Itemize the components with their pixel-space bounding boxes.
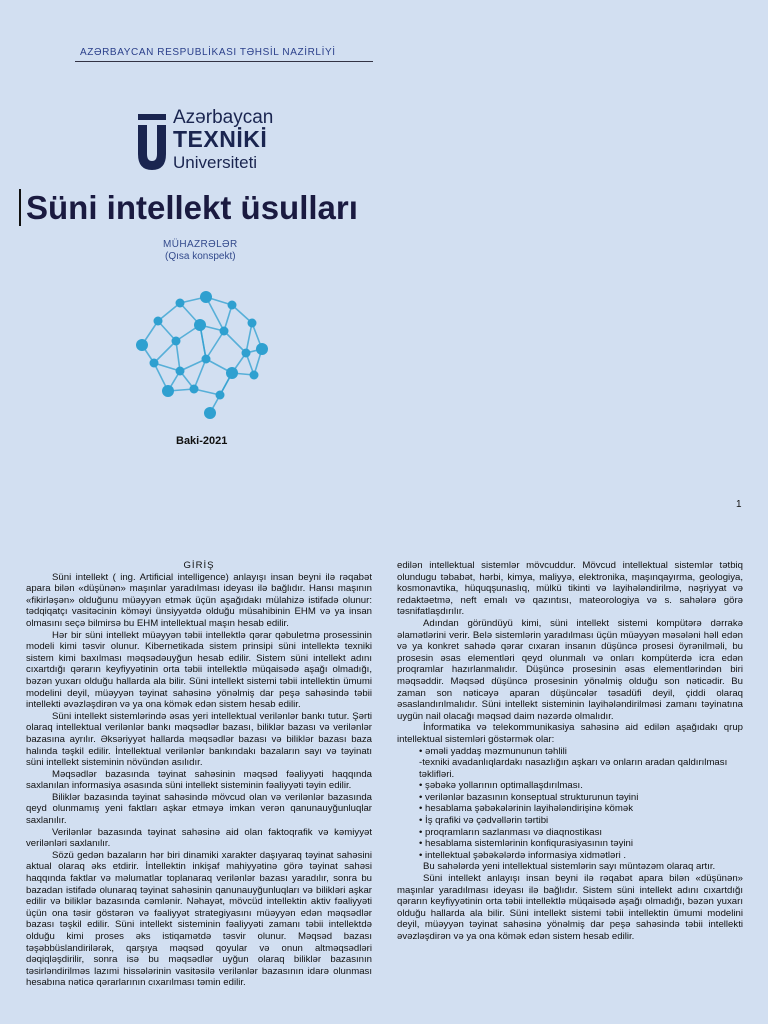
list-item: • verilənlər bazasının konseptual strukturunun təyini [419, 791, 639, 803]
u-shield-logo-icon [138, 114, 166, 172]
header-divider [75, 61, 373, 62]
right-text-column [397, 560, 743, 1024]
paragraph: Məqsədlər bazasında təyinat sahəsinin məqsəd fəaliyyəti haqqında saxlanılan informasiya əsasında süni intellekt sisteminin fəaliyyəti təyin edilir. [26, 768, 372, 792]
text-cursor [19, 189, 21, 226]
list-item: • hesablama sistemlərinin konfiqurasiyasının təyini [419, 838, 633, 850]
list-item: • proqramların sazlanması və diaqnostikası [419, 826, 603, 838]
network-node [228, 301, 237, 310]
network-link [154, 341, 176, 363]
paragraph: Süni intellekt ( ing. Artificial intelligence) anlayışı insan beyni ilə rəqabət apara bilən «düşünən» maşınlar yaradılması ideyası ilə bağlıdır. Hansı maşının «fikirləşən» olduğunu müəyyən etmək üçün aşağıdakı mülahizə istifadə olunur: tədqiqatçı vasitəcinin köməyi ünsiyyətdə olduğu müsahibinin EHM və ya insan olmasını seçə bilmirsə bu EHM intellektual maşın hesab edilir. [26, 571, 372, 629]
network-node [242, 349, 251, 358]
document-title: Süni intellekt üsulları [26, 189, 358, 226]
logo-line-3: Universiteti [173, 153, 258, 172]
network-node [226, 367, 238, 379]
network-node [172, 337, 181, 346]
network-node [200, 291, 212, 303]
network-node [162, 385, 174, 397]
logo-line-1: Azərbaycan [173, 107, 274, 128]
paragraph: Biliklər bazasında təyinat sahəsində mövcud olan və verilənlər bazasında qeyd olunmamış yeni faktları aşkar etməyə imkan verən qanunauyğunluqlar saxlanılır. [26, 791, 372, 827]
list-item: • şəbəkə yollarının optimallaşdırılması. [419, 780, 583, 792]
network-node [202, 355, 211, 364]
paragraph: Verilənlər bazasında təyinat sahəsinə aid olan faktoqrafik və kəmiyyət verilənləri saxlanılır. [26, 826, 372, 850]
paragraph: Süni intellekt sistemlərində əsas yeri intellektual verilənlər bankı tutur. Şərti olaraq intellektual verilənlər bankı məqsədlər bazası, biliklər bazası və verilənlər bazasına ayrılır. Əksəriyyət hallarda məqsədlər bazası və biliklər bazası baza halında təşkil edilir. İntellektual verilənlər bankındakı bazaların sayı və təyinatı süni intellekt sisteminin növündən asılıdır. [26, 710, 372, 769]
list-item: • hesablama şəbəkələrinin layihələndirişinə kömək [419, 803, 634, 815]
network-node [194, 319, 206, 331]
network-node [256, 343, 268, 355]
paragraph: Sözü gedən bazaların hər biri dinamiki xarakter daşıyaraq təyinat sahəsini aktual olaraq əks etdirir. İntellektin inkişaf mahiyyətinə görə təyinat sahəsi haqqında faktlar və məlumatlar toplanaraq verilənlər bazası yaradılır, sonra bu bazadan istifadə olunaraq təyinat sahəsinin qanunauyğunluqları və bilikləri aşkar edilir və biliklər bazasında cəmlənir. Nəhayət, mövcüd intellektin aktiv fəaliyyəti üçün ona təsir göstərən və fəaliyyət strategiyasını müəyyən edən məqsədlər bazası təşkil edilir. Süni intellekt sisteminin fəaliyyəti zamanı təbii intellektdə olduğu kimi proses əks istiqamətdə təsvir olunur. Məqsəd bazası təşəbbüslandirilərək, qarşıya məqsəd qoyular və onun altməqsədləri dəqiqləşdirilir, sonra isə bu məqsədlər uyğun olaraq biliklər bazasının təsirləndirilməs lazımi hissələrinin vasitəsilə verilənlər bazasının idarə olunması hesabına nəticə qərarlarının cıxarılması təmin edilir. [26, 849, 372, 989]
list-item: • əməli yaddaş məzmununun təhlili [419, 745, 567, 757]
list-item: • İş qrafiki və çədvəllərin tərtibi [419, 815, 549, 827]
paragraph: Hər bir süni intellekt müəyyən təbii intellektlə qərar qəbuletmə prosessinin modeli kimi təsvir olunur. Kibernetikada sistem prinsipi süni intellektə texniki sistem kimi baxılması məqsədəuyğun hesab edilir. Sistem süni intellekt adını cıxartdığı qərarın keyfiyyətinin orta təbii intellektlə müqaisədə aşağı olmadığı, bəzən yuxarı olduğu hallarda ala bilir. Süni intellekt sistemi təbii intellektin ümumi modelini deyil, müəyyən təyinat sahəsinə yönəlmiş dar peşə sahəsində təbii intellekti əvəzləşdirən və ya ona kömək edən sistem hesab edilir. [26, 629, 372, 711]
network-node [204, 407, 216, 419]
network-node [220, 327, 229, 336]
page-number: 1 [736, 499, 742, 510]
network-node [248, 319, 257, 328]
document-subtitle-note: (Qısa konspekt) [165, 251, 236, 262]
network-node [136, 339, 148, 351]
paragraph: Bu sahələrdə yeni intellektual sistemlərin sayı müntəzəm olaraq artır. [423, 861, 716, 873]
network-link [224, 331, 246, 353]
list-item: -texniki avadanlıqlardakı nasazlığın aşkarı və onların aradan qaldırılması təklifləri. [419, 757, 728, 780]
brain-network-icon [128, 287, 270, 424]
paragraph: Süni intellekt anlayışı insan beyni ilə rəqabət apara bilən «düşünən» maşınlar yaradılması ideyası ilə bağlıdır. Sistem süni intellekt adını cıxartdığı qərarın keyfiyyətinin orta təbii intellektlə müqaisədə aşağı olmadığı, bəzən yuxarı olduğu hallarda ala bilir. Süni intellekt sistemi təbii intellektin ümumi modelini deyil, müəyyən təyinat sahəsinə yönəlmiş dar peşə sahəsində təbii intellekti əvəzləşdirən və ya ona kömək edən sistem hesab edilir. [397, 873, 743, 942]
network-node [190, 385, 199, 394]
network-node [150, 359, 159, 368]
network-node [154, 317, 163, 326]
network-node [176, 367, 185, 376]
section-heading: GİRİŞ [183, 560, 215, 571]
application-list [397, 746, 743, 862]
network-node [176, 299, 185, 308]
network-link [176, 341, 180, 371]
logo-wordmark [173, 108, 273, 171]
logo-line-2: TEXNİKİ [173, 126, 268, 152]
city-year: Baki-2021 [176, 435, 228, 447]
document-subtitle: MÜHAZRƏLƏR [163, 239, 238, 250]
network-link [206, 331, 224, 359]
network-node [216, 391, 225, 400]
left-text-column [26, 560, 372, 1024]
list-item: • intellektual şəbəkələrdə informasiya xidmətləri . [419, 849, 627, 861]
network-node [250, 371, 259, 380]
network-link [246, 323, 252, 353]
paragraph: İnformatika və telekommunikasiya sahəsinə aid edilən aşağıdakı qrup intellektual sistemləri göstərmək olar: [397, 722, 743, 745]
ministry-name: AZƏRBAYCAN RESPUBLİKASI TƏHSİL NAZİRLİYİ [80, 47, 336, 58]
paragraph: edilən intellektual sistemlər mövcuddur. Mövcud intellektual sistemlər tətbiq olundugu təbabət, hərbi, kimya, maliyyə, elektronika, maşınqayırma, geologiya, kosmonavtika, hüquqşunaslıq, mülkü tikinti və layihələndirilmə, nəşriyyat və redaktəetmə, neft emalı və qazıntısı, mateorologiya və s. sahələrə görə təsnifatlaşdırılır. [397, 560, 743, 618]
paragraph: Adından göründüyü kimi, süni intellekt sistemi kompütərə dərrakə əlamətlərini verir. Belə sistemlərin yaradılması üçün müəyyən məsələni həll edən və ya konkret sahədə qərar cıxaran insanın düşüncə prosesi öyrənilməli, bu prosesin əsas elementləri qeyd olunmalı və onları kompüterdə icra edən proqramlar hazırlanmalıdır. Düşüncə prosesinin əsas elementlərindən biri məqsəddir. Məqsəd düşüncə prosesinin yönəlmiş olduğu son nəticədir. Bu zaman son nəticəyə aparan düşüncələr təsadüfi deyil, çiddi olaraq əsaslandırılmalıdır. Süni intellekt sisteminin layihələndirilməsi zamanı təyinatına uygün nail olacağı məqsəd daim nəzərdə olmalıdır. [397, 617, 743, 722]
